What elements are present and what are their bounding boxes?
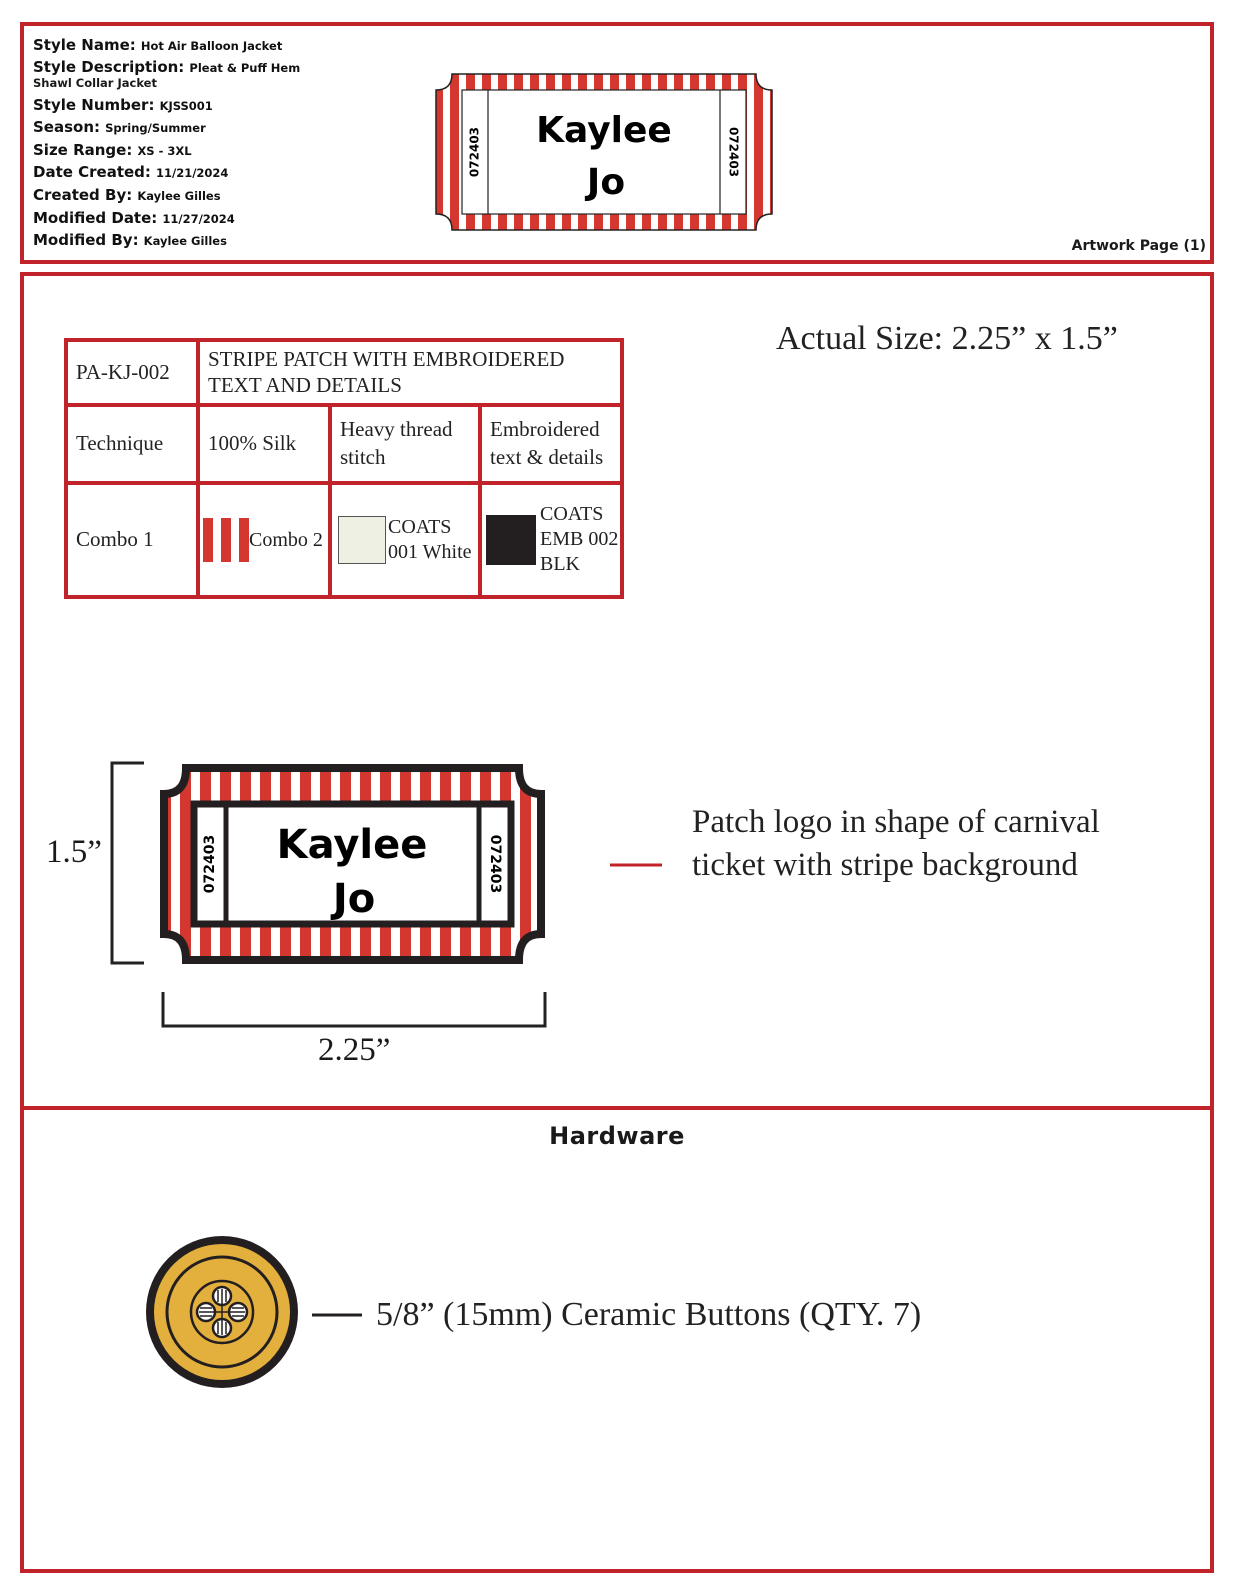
field-label: Style Number: <box>33 95 155 114</box>
width-dimension-bracket <box>160 990 550 1030</box>
size-range-row <box>33 139 300 162</box>
callout-line <box>610 862 666 868</box>
field-value: Spring/Summer <box>105 121 206 136</box>
date-created-row <box>33 161 300 184</box>
logo-name-line1: Kaylee <box>536 110 672 151</box>
style-number-row <box>33 94 300 117</box>
width-label: 2.25” <box>318 1032 391 1068</box>
field-value: Kaylee Gilles <box>143 234 227 249</box>
header-panel <box>20 22 1214 264</box>
logo-name-line2: Jo <box>586 162 626 203</box>
combo-thread-label: COATS 001 White <box>388 515 472 563</box>
button-icon <box>142 1232 302 1392</box>
ticket-patch-large <box>160 764 545 964</box>
hardware-title: Hardware <box>549 1122 685 1150</box>
patch-ticket-number-right: 072403 <box>487 834 503 894</box>
technique-embroidered: Embroidered text & details <box>480 405 622 483</box>
field-value: Hot Air Balloon Jacket <box>140 39 283 53</box>
field-label: Created By: <box>33 185 133 204</box>
created-by-row <box>33 184 300 207</box>
ticket-logo-header <box>434 72 774 232</box>
height-label: 1.5” <box>46 834 102 870</box>
button-description: 5/8” (15mm) Ceramic Buttons (QTY. 7) <box>376 1296 922 1333</box>
patch-name-line2: Jo <box>332 876 376 922</box>
stripe-swatch <box>203 518 249 562</box>
artwork-panel <box>20 272 1214 1110</box>
black-thread-swatch <box>486 515 536 565</box>
technique-heavy-thread: Heavy thread stitch <box>330 405 480 483</box>
hardware-panel <box>20 1106 1214 1573</box>
season-row <box>33 116 300 139</box>
field-label: Season: <box>33 118 101 137</box>
combo-stripe-cell <box>198 483 330 597</box>
modified-date-row <box>33 207 300 230</box>
patch-code: PA-KJ-002 <box>66 340 198 405</box>
combo-emb-label: COATS EMB 002 BLK <box>540 503 619 575</box>
field-value: Pleat & Puff Hem <box>189 60 301 75</box>
style-info <box>33 34 300 252</box>
field-label: Modified By: <box>33 231 139 250</box>
field-label: Style Name: <box>33 36 136 54</box>
ticket-number-left: 072403 <box>467 126 482 178</box>
technique-label: Technique <box>66 405 198 483</box>
height-dimension-bracket <box>108 760 148 966</box>
patch-title: STRIPE PATCH WITH EMBROIDERED TEXT AND DETAILS <box>198 340 622 405</box>
field-value: Kaylee Gilles <box>137 188 221 203</box>
combo-label: Combo 1 <box>66 483 198 597</box>
style-description-row <box>33 57 300 76</box>
field-value: 11/27/2024 <box>162 211 235 226</box>
style-name-row <box>33 34 300 57</box>
actual-size-label: Actual Size: 2.25” x 1.5” <box>776 320 1118 357</box>
button-callout-line <box>312 1312 364 1318</box>
ticket-number-right: 072403 <box>726 126 741 178</box>
modified-by-row <box>33 229 300 252</box>
patch-name-line1: Kaylee <box>276 822 428 868</box>
field-value: KJSS001 <box>159 98 213 113</box>
white-thread-swatch <box>338 516 386 564</box>
field-label: Modified Date: <box>33 208 158 227</box>
field-label: Date Created: <box>33 163 151 182</box>
field-value: XS - 3XL <box>137 143 192 158</box>
style-description-cont: Shawl Collar Jacket <box>33 75 157 90</box>
artwork-page-label: Artwork Page (1) <box>1071 238 1206 254</box>
technique-silk: 100% Silk <box>198 405 330 483</box>
combo-stripe-label: Combo 2 <box>249 528 323 551</box>
patch-ticket-number-left: 072403 <box>202 834 218 894</box>
field-label: Size Range: <box>33 140 133 159</box>
combo-emb-cell <box>480 483 622 597</box>
field-label: Style Description: <box>33 57 185 76</box>
patch-description: Patch logo in shape of carnival ticket with stripe background <box>692 804 1100 883</box>
combo-thread-cell <box>330 483 480 597</box>
field-value: 11/21/2024 <box>156 166 229 181</box>
spec-table <box>64 338 624 599</box>
